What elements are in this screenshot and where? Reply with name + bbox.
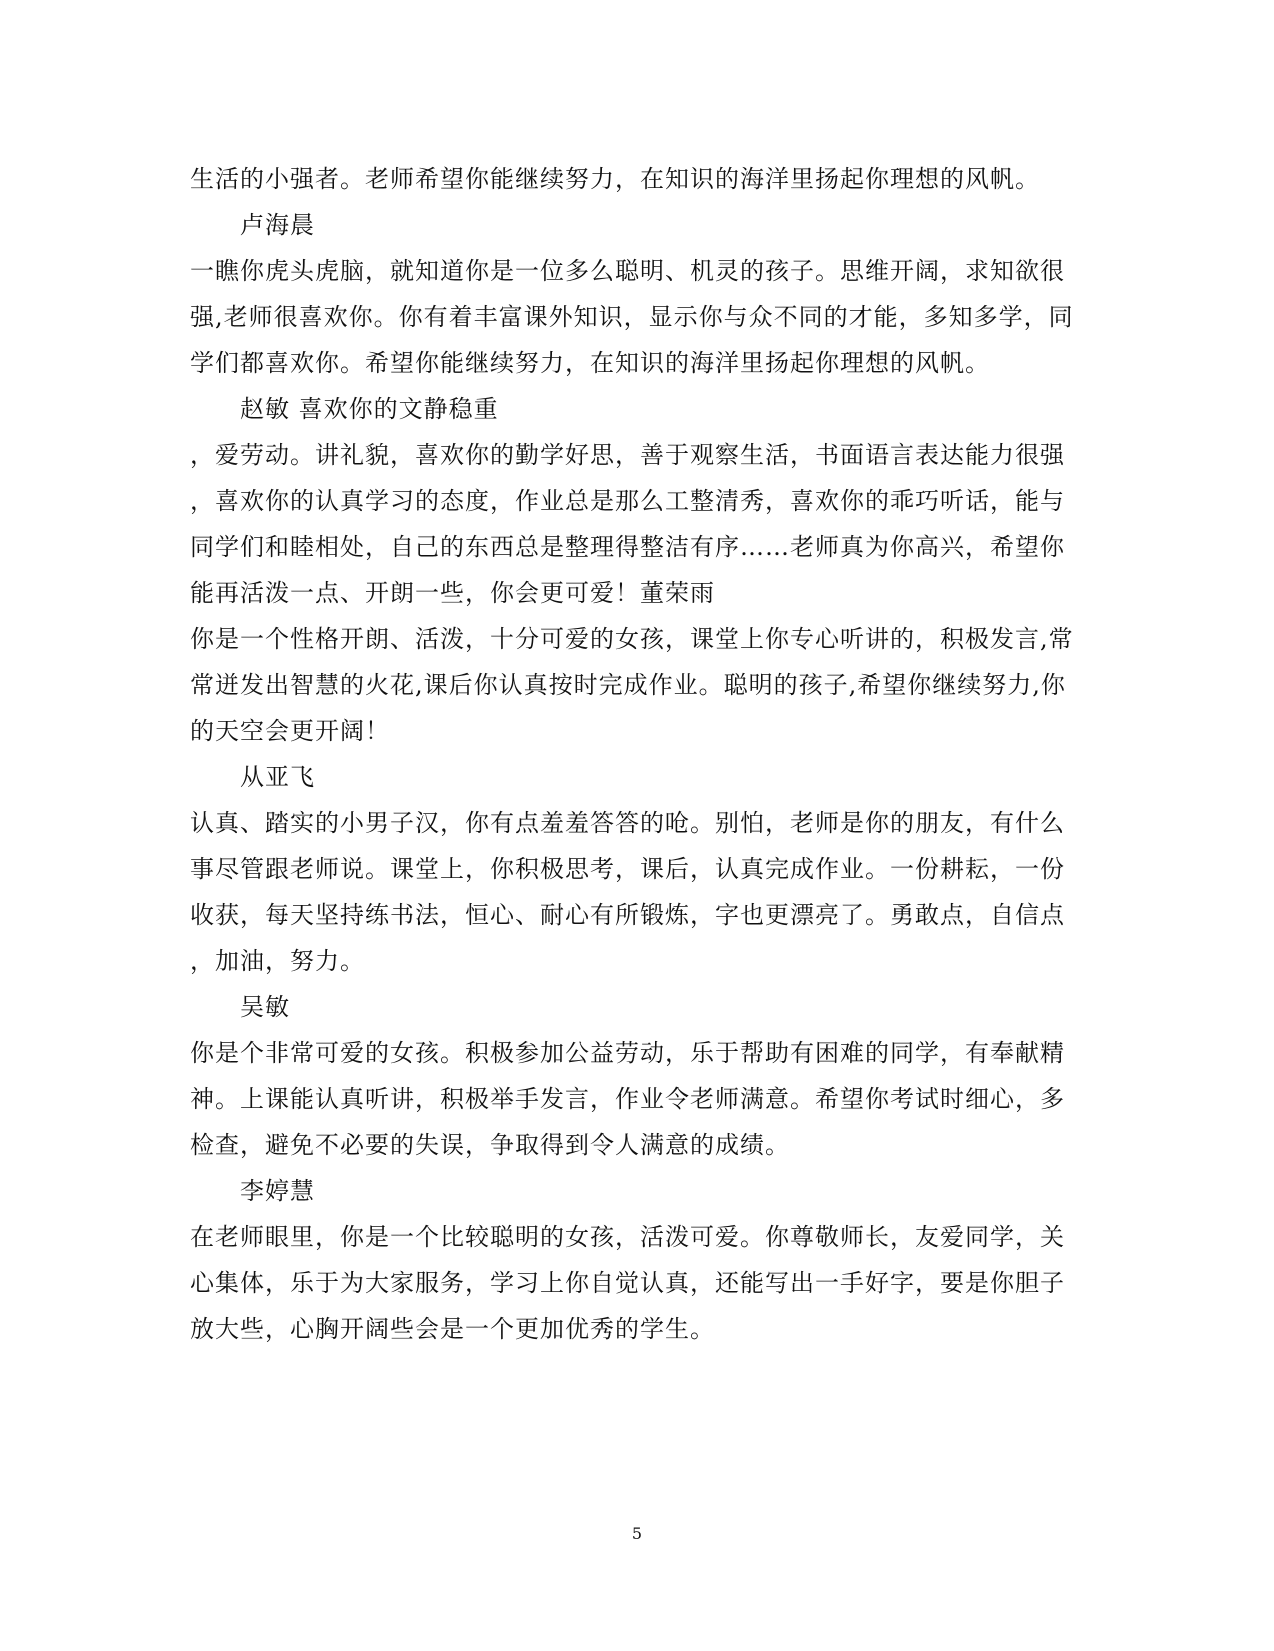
paragraph-line: 事尽管跟老师说。课堂上，你积极思考，课后，认真完成作业。一份耕耘，一份 <box>190 855 1065 883</box>
paragraph-line: ，喜欢你的认真学习的态度，作业总是那么工整清秀，喜欢你的乖巧听话，能与 <box>190 487 1065 515</box>
paragraph-line: ，加油，努力。 <box>190 947 365 975</box>
paragraph-line: 能再活泼一点、开朗一些，你会更可爱！董荣雨 <box>190 579 715 607</box>
paragraph-line: 强,老师很喜欢你。你有着丰富课外知识，显示你与众不同的才能，多知多学，同 <box>190 303 1074 331</box>
paragraph-line: 认真、踏实的小男子汉，你有点羞羞答答的呛。别怕，老师是你的朋友，有什么 <box>190 809 1065 837</box>
page-number: 5 <box>631 1524 643 1543</box>
paragraph-line: 心集体，乐于为大家服务，学习上你自觉认真，还能写出一手好字，要是你胆子 <box>190 1269 1065 1297</box>
paragraph-line: 放大些，心胸开阔些会是一个更加优秀的学生。 <box>190 1315 715 1343</box>
paragraph-line: 神。上课能认真听讲，积极举手发言，作业令老师满意。希望你考试时细心，多 <box>190 1085 1065 1113</box>
paragraph-line: 检查，避免不必要的失误，争取得到令人满意的成绩。 <box>190 1131 790 1159</box>
paragraph-line: 同学们和睦相处，自己的东西总是整理得整洁有序……老师真为你高兴，希望你 <box>190 533 1065 561</box>
student-name-heading: 赵敏 喜欢你的文静稳重 <box>240 395 499 423</box>
paragraph-line: 生活的小强者。老师希望你能继续努力，在知识的海洋里扬起你理想的风帆。 <box>190 165 1040 193</box>
student-name-heading: 从亚飞 <box>240 763 315 791</box>
student-name-heading: 吴敏 <box>240 993 290 1021</box>
paragraph-line: 你是一个性格开朗、活泼，十分可爱的女孩，课堂上你专心听讲的，积极发言,常 <box>190 625 1074 653</box>
paragraph-line: 在老师眼里，你是一个比较聪明的女孩，活泼可爱。你尊敬师长，友爱同学，关 <box>190 1223 1065 1251</box>
paragraph-line: 一瞧你虎头虎脑，就知道你是一位多么聪明、机灵的孩子。思维开阔，求知欲很 <box>190 257 1065 285</box>
student-name-heading: 李婷慧 <box>240 1177 315 1205</box>
paragraph-line: 学们都喜欢你。希望你能继续努力，在知识的海洋里扬起你理想的风帆。 <box>190 349 990 377</box>
paragraph-line: 常迸发出智慧的火花,课后你认真按时完成作业。聪明的孩子,希望你继续努力,你 <box>190 671 1066 699</box>
paragraph-line: 你是个非常可爱的女孩。积极参加公益劳动，乐于帮助有困难的同学，有奉献精 <box>190 1039 1065 1067</box>
paragraph-line: 收获，每天坚持练书法，恒心、耐心有所锻炼，字也更漂亮了。勇敢点，自信点 <box>190 901 1065 929</box>
student-name-heading: 卢海晨 <box>240 211 315 239</box>
paragraph-line: ，爱劳动。讲礼貌，喜欢你的勤学好思，善于观察生活，书面语言表达能力很强 <box>190 441 1065 469</box>
paragraph-line: 的天空会更开阔！ <box>190 717 390 745</box>
